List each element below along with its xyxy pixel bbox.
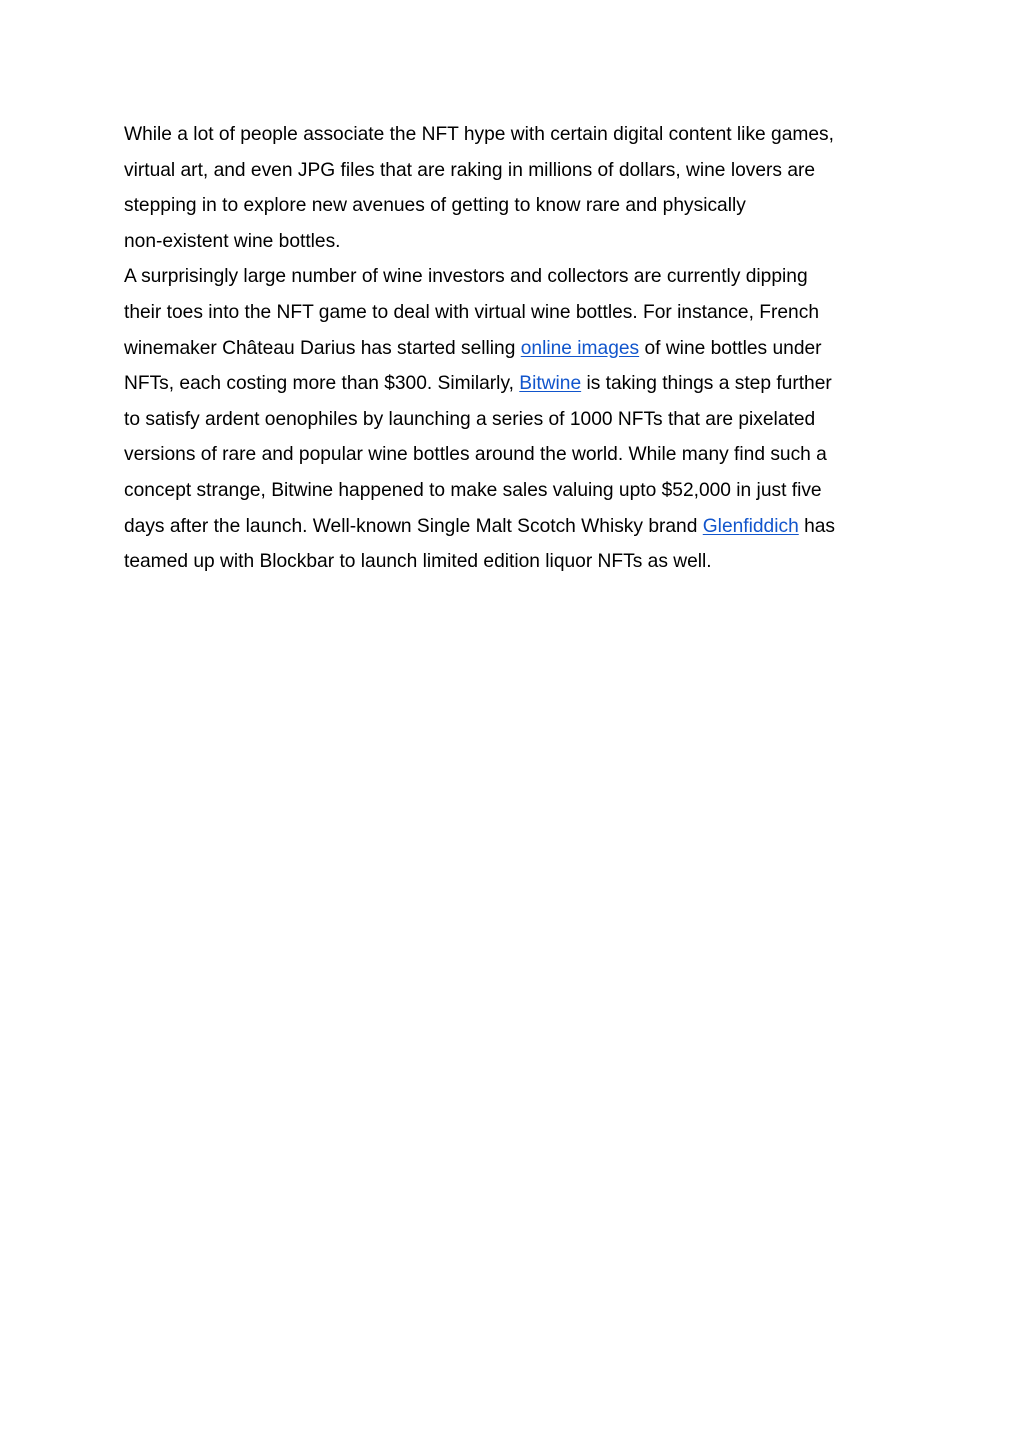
text-line: concept strange, Bitwine happened to make sales valuing upto $52,000 in just five bbox=[124, 479, 822, 501]
text-line: A surprisingly large number of wine investors and collectors are currently dipping bbox=[124, 266, 808, 288]
text-line: virtual art, and even JPG files that are raking in millions of dollars, wine lovers are bbox=[124, 159, 816, 181]
text-segment: has bbox=[798, 515, 836, 537]
text-line: non-existent wine bottles. bbox=[124, 230, 341, 252]
text-line bbox=[124, 331, 904, 367]
text-line bbox=[124, 366, 904, 402]
text-line: While a lot of people associate the NFT hype with certain digital content like games, bbox=[124, 124, 834, 145]
document-body bbox=[124, 117, 904, 580]
text-segment: of wine bottles under bbox=[639, 337, 822, 359]
link-glenfiddich[interactable]: Glenfiddich bbox=[702, 515, 799, 537]
link-bitwine[interactable]: Bitwine bbox=[519, 373, 582, 395]
paragraph-examples bbox=[124, 259, 904, 579]
text-segment: winemaker Château Darius has started selling bbox=[124, 337, 521, 359]
paragraph-intro bbox=[124, 117, 904, 259]
link-online-images[interactable]: online images bbox=[520, 337, 640, 359]
text-segment: is taking things a step further bbox=[581, 373, 832, 395]
text-line: stepping in to explore new avenues of getting to know rare and physically bbox=[124, 195, 746, 217]
text-line: versions of rare and popular wine bottles around the world. While many find such a bbox=[124, 444, 827, 466]
text-line: teamed up with Blockbar to launch limited edition liquor NFTs as well. bbox=[124, 551, 712, 573]
text-segment: NFTs, each costing more than $300. Similarly, bbox=[124, 373, 520, 395]
text-line bbox=[124, 509, 904, 545]
text-segment: days after the launch. Well-known Single Malt Scotch Whisky brand bbox=[124, 515, 703, 537]
text-line: to satisfy ardent oenophiles by launching a series of 1000 NFTs that are pixelated bbox=[124, 408, 816, 430]
text-line: their toes into the NFT game to deal with virtual wine bottles. For instance, French bbox=[124, 301, 819, 323]
